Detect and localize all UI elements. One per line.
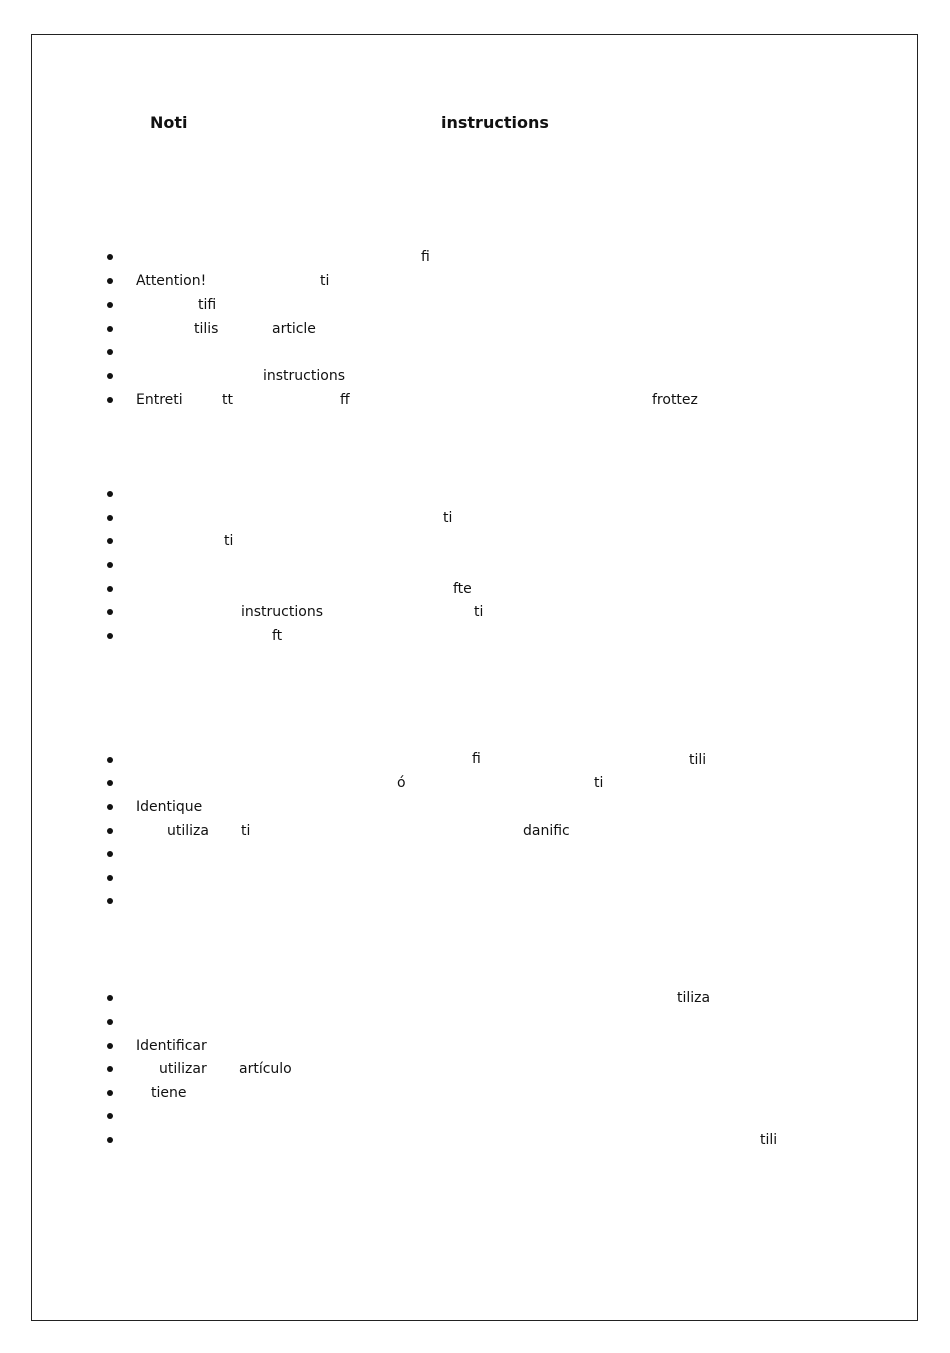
- text-fragment: instructions: [263, 368, 345, 384]
- bullet-icon: [107, 898, 113, 904]
- bullet-icon: [107, 828, 113, 834]
- text-fragment: ti: [320, 273, 330, 289]
- bullet-icon: [107, 302, 113, 308]
- bullet-icon: [107, 278, 113, 284]
- text-fragment: Attention!: [136, 273, 207, 289]
- text-fragment: tilis: [194, 321, 219, 337]
- bullet-icon: [107, 349, 113, 355]
- bullet-icon: [107, 1066, 113, 1072]
- bullet-icon: [107, 1090, 113, 1096]
- bullet-icon: [107, 1019, 113, 1025]
- text-fragment: tili: [689, 752, 707, 768]
- text-fragment: danific: [523, 823, 570, 839]
- bullet-icon: [107, 1137, 113, 1143]
- text-fragment: tiliza: [677, 990, 711, 1006]
- bullet-icon: [107, 995, 113, 1001]
- bullet-icon: [107, 254, 113, 260]
- text-fragment: utilizar: [159, 1061, 207, 1077]
- text-fragment: tiene: [151, 1085, 187, 1101]
- text-fragment: Identique: [136, 799, 203, 815]
- text-fragment: fi: [472, 751, 481, 767]
- text-fragment: ti: [224, 533, 234, 549]
- bullet-icon: [107, 875, 113, 881]
- bullet-icon: [107, 397, 113, 403]
- text-fragment: utiliza: [167, 823, 209, 839]
- bullet-icon: [107, 326, 113, 332]
- bullet-icon: [107, 851, 113, 857]
- bullet-icon: [107, 609, 113, 615]
- bullet-icon: [107, 780, 113, 786]
- page-border: [31, 34, 918, 1321]
- text-fragment: artículo: [239, 1061, 292, 1077]
- text-fragment: Identificar: [136, 1038, 207, 1054]
- bullet-icon: [107, 804, 113, 810]
- text-fragment: ti: [443, 510, 453, 526]
- bullet-icon: [107, 515, 113, 521]
- text-fragment: ti: [474, 604, 484, 620]
- bullet-icon: [107, 538, 113, 544]
- bullet-icon: [107, 373, 113, 379]
- text-fragment: ft: [272, 628, 283, 644]
- text-fragment: tt: [222, 392, 233, 408]
- bullet-icon: [107, 757, 113, 763]
- text-fragment: tili: [760, 1132, 778, 1148]
- bullet-icon: [107, 1113, 113, 1119]
- text-fragment: ó: [397, 775, 406, 791]
- document-title-right: instructions: [441, 113, 549, 132]
- bullet-icon: [107, 491, 113, 497]
- bullet-icon: [107, 1043, 113, 1049]
- text-fragment: tifi: [198, 297, 217, 313]
- text-fragment: frottez: [652, 392, 698, 408]
- text-fragment: fte: [453, 581, 472, 597]
- document-title-left: Noti: [150, 113, 188, 132]
- text-fragment: article: [272, 321, 316, 337]
- bullet-icon: [107, 562, 113, 568]
- text-fragment: ti: [594, 775, 604, 791]
- bullet-icon: [107, 633, 113, 639]
- text-fragment: instructions: [241, 604, 323, 620]
- bullet-icon: [107, 586, 113, 592]
- text-fragment: ti: [241, 823, 251, 839]
- text-fragment: fi: [421, 249, 430, 265]
- text-fragment: Entreti: [136, 392, 183, 408]
- text-fragment: ff: [340, 392, 350, 408]
